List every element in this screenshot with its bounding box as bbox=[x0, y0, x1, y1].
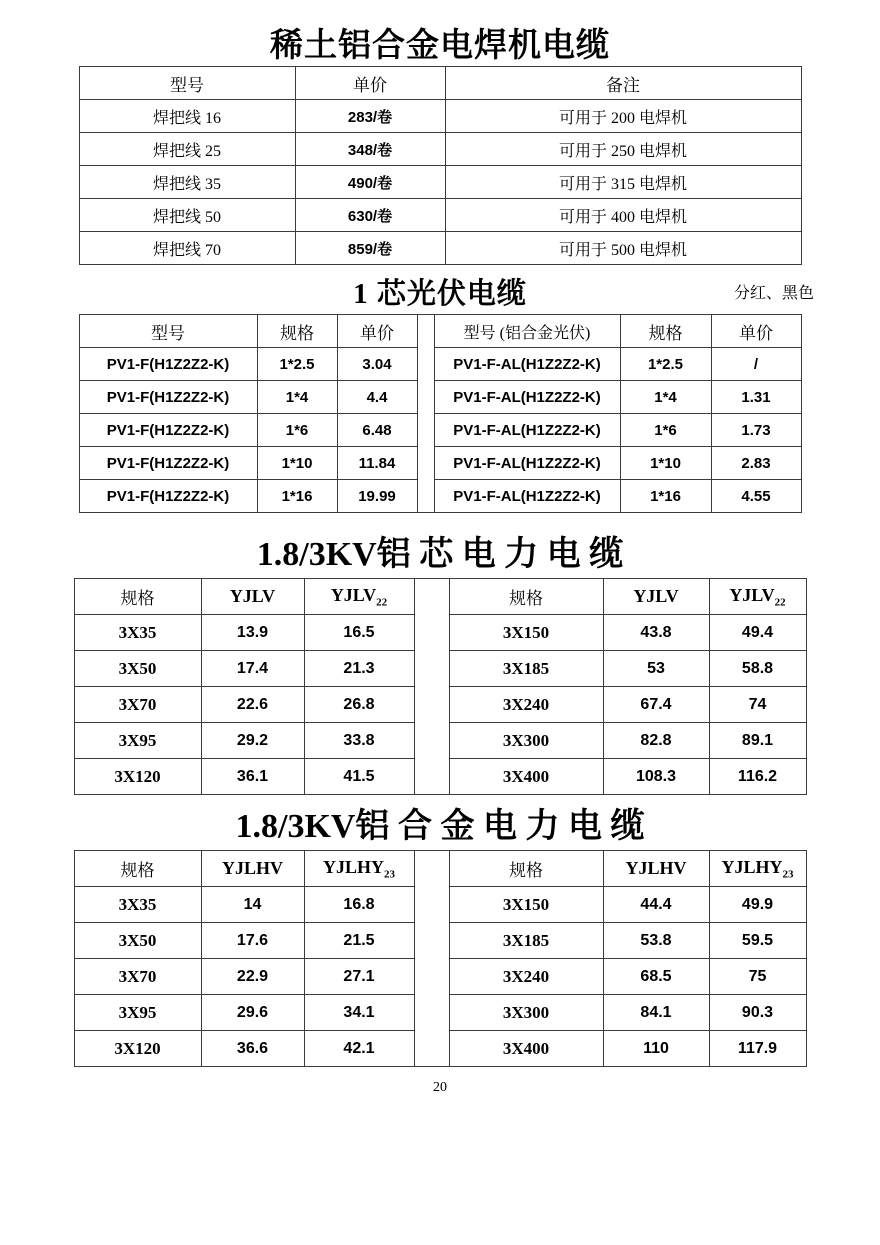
cell-remark: 可用于 200 电焊机 bbox=[445, 100, 801, 133]
cell-model: PV1-F-AL(H1Z2Z2-K) bbox=[434, 447, 620, 480]
col-header-yjlv22: $YJLV_{22}$ bbox=[304, 579, 414, 615]
cell-price: 14 bbox=[201, 887, 304, 923]
cell-remark: 可用于 250 电焊机 bbox=[445, 133, 801, 166]
cell-spec: 1*10 bbox=[257, 447, 337, 480]
cell-price: 1.31 bbox=[711, 381, 801, 414]
cell-price: 22.9 bbox=[201, 959, 304, 995]
cell-price: 44.4 bbox=[603, 887, 709, 923]
cell-spec: 3X50 bbox=[74, 651, 201, 687]
cell-spec: 3X50 bbox=[74, 923, 201, 959]
table-row bbox=[79, 166, 801, 199]
cell-spec: 1*2.5 bbox=[620, 348, 711, 381]
col-header-price: 单价 bbox=[711, 315, 801, 348]
pv-cable-table bbox=[79, 314, 802, 513]
table-row bbox=[79, 414, 801, 447]
cell-spec: 3X185 bbox=[449, 651, 603, 687]
section4-title: 1.8/3KV铝 合 金 电 力 电 缆 bbox=[235, 808, 645, 845]
cell-price: 3.04 bbox=[337, 348, 417, 381]
col-header-price: 单价 bbox=[295, 67, 445, 100]
cell-spec: 3X150 bbox=[449, 887, 603, 923]
cell-price: 90.3 bbox=[709, 995, 806, 1031]
cell-model: PV1-F(H1Z2Z2-K) bbox=[79, 381, 257, 414]
cell-price: 84.1 bbox=[603, 995, 709, 1031]
col-subscript: 23 bbox=[384, 868, 395, 881]
cell-price: 19.99 bbox=[337, 480, 417, 513]
cell-remark: 可用于 400 电焊机 bbox=[445, 199, 801, 232]
cell-price: 36.6 bbox=[201, 1031, 304, 1067]
col-header-yjlhy23: $YJLHY_{23}$ bbox=[709, 851, 806, 887]
cell-price: 49.4 bbox=[709, 615, 806, 651]
cell-spec: 3X35 bbox=[74, 887, 201, 923]
cell-price: 67.4 bbox=[603, 687, 709, 723]
cell-model: PV1-F-AL(H1Z2Z2-K) bbox=[434, 480, 620, 513]
cell-spec: 3X240 bbox=[449, 687, 603, 723]
col-header-yjlv: YJLV bbox=[201, 579, 304, 615]
col-header-yjlhy23: $YJLHY_{23}$ bbox=[304, 851, 414, 887]
cell-spec: 3X95 bbox=[74, 995, 201, 1031]
cell-price: 630/卷 bbox=[295, 199, 445, 232]
cell-model: PV1-F-AL(H1Z2Z2-K) bbox=[434, 381, 620, 414]
page-number: 20 bbox=[433, 1080, 447, 1095]
cell-price: 74 bbox=[709, 687, 806, 723]
cell-price: 16.5 bbox=[304, 615, 414, 651]
cell-model: PV1-F-AL(H1Z2Z2-K) bbox=[434, 348, 620, 381]
cell-spec: 1*4 bbox=[620, 381, 711, 414]
table-row bbox=[79, 133, 801, 166]
cell-remark: 可用于 500 电焊机 bbox=[445, 232, 801, 265]
cell-price: 34.1 bbox=[304, 995, 414, 1031]
cell-spec: 1*16 bbox=[620, 480, 711, 513]
cell-price: 17.4 bbox=[201, 651, 304, 687]
cell-model: 焊把线 16 bbox=[79, 100, 295, 133]
cell-spec: 3X120 bbox=[74, 1031, 201, 1067]
welding-cable-table bbox=[79, 66, 802, 265]
cell-price: 859/卷 bbox=[295, 232, 445, 265]
col-header-model: 型号 bbox=[79, 67, 295, 100]
cell-model: 焊把线 50 bbox=[79, 199, 295, 232]
table-row bbox=[79, 100, 801, 133]
cell-model: PV1-F-AL(H1Z2Z2-K) bbox=[434, 414, 620, 447]
cell-model: 焊把线 70 bbox=[79, 232, 295, 265]
cell-remark: 可用于 315 电焊机 bbox=[445, 166, 801, 199]
cell-price: 4.55 bbox=[711, 480, 801, 513]
table-header-row bbox=[74, 851, 806, 887]
cell-spec: 3X120 bbox=[74, 759, 201, 795]
col-header-spec: 规格 bbox=[620, 315, 711, 348]
section2-color-note: 分红、黑色 bbox=[733, 285, 814, 302]
cell-price: 82.8 bbox=[603, 723, 709, 759]
table-header-row bbox=[79, 67, 801, 100]
cell-spec: 1*6 bbox=[620, 414, 711, 447]
cell-model: 焊把线 25 bbox=[79, 133, 295, 166]
col-header-spec: 规格 bbox=[449, 579, 603, 615]
col-header-spec: 规格 bbox=[449, 851, 603, 887]
cell-model: PV1-F(H1Z2Z2-K) bbox=[79, 348, 257, 381]
cell-price: 41.5 bbox=[304, 759, 414, 795]
cell-price: 36.1 bbox=[201, 759, 304, 795]
cell-price: 49.9 bbox=[709, 887, 806, 923]
cell-price: 58.8 bbox=[709, 651, 806, 687]
cell-price: 29.6 bbox=[201, 995, 304, 1031]
col-header-yjlhv: YJLHV bbox=[201, 851, 304, 887]
cell-price: 26.8 bbox=[304, 687, 414, 723]
cell-price: 108.3 bbox=[603, 759, 709, 795]
cell-spec: 1*16 bbox=[257, 480, 337, 513]
cell-price: 11.84 bbox=[337, 447, 417, 480]
col-header-spec: 规格 bbox=[74, 579, 201, 615]
col-header-price: 单价 bbox=[337, 315, 417, 348]
section2-header bbox=[0, 274, 880, 314]
cell-spec: 3X70 bbox=[74, 959, 201, 995]
col-header-model: 型号 bbox=[79, 315, 257, 348]
cell-spec: 3X150 bbox=[449, 615, 603, 651]
cell-price: 6.48 bbox=[337, 414, 417, 447]
cell-price: 4.4 bbox=[337, 381, 417, 414]
cell-price: / bbox=[711, 348, 801, 381]
cell-spec: 3X300 bbox=[449, 723, 603, 759]
al-alloy-power-cable-table bbox=[74, 850, 807, 1067]
cell-price: 89.1 bbox=[709, 723, 806, 759]
cell-price: 16.8 bbox=[304, 887, 414, 923]
table-gap bbox=[417, 315, 434, 513]
col-header-spec: 规格 bbox=[74, 851, 201, 887]
section3-title: 1.8/3KV铝 芯 电 力 电 缆 bbox=[256, 536, 624, 573]
cell-price: 21.3 bbox=[304, 651, 414, 687]
cell-price: 27.1 bbox=[304, 959, 414, 995]
cell-price: 17.6 bbox=[201, 923, 304, 959]
cell-spec: 3X70 bbox=[74, 687, 201, 723]
cell-spec: 3X300 bbox=[449, 995, 603, 1031]
cell-price: 2.83 bbox=[711, 447, 801, 480]
table-gap bbox=[414, 579, 449, 795]
cell-spec: 3X35 bbox=[74, 615, 201, 651]
al-core-power-cable-table bbox=[74, 578, 807, 795]
table-header-row bbox=[74, 579, 806, 615]
cell-spec: 3X400 bbox=[449, 1031, 603, 1067]
table-row bbox=[79, 199, 801, 232]
cell-price: 53 bbox=[603, 651, 709, 687]
table-row bbox=[79, 447, 801, 480]
cell-price: 348/卷 bbox=[295, 133, 445, 166]
cell-price: 59.5 bbox=[709, 923, 806, 959]
cell-price: 283/卷 bbox=[295, 100, 445, 133]
section2-title: 1 芯光伏电缆 bbox=[353, 278, 527, 310]
table-header-row bbox=[79, 315, 801, 348]
col-subscript: 23 bbox=[782, 868, 794, 881]
col-header-model-al: 型号 (铝合金光伏) bbox=[434, 315, 620, 348]
cell-spec: 3X185 bbox=[449, 923, 603, 959]
table-row bbox=[79, 232, 801, 265]
cell-price: 68.5 bbox=[603, 959, 709, 995]
table-row bbox=[79, 348, 801, 381]
cell-price: 43.8 bbox=[603, 615, 709, 651]
table-gap bbox=[414, 851, 449, 1067]
table-row bbox=[79, 381, 801, 414]
col-header-yjlv: YJLV bbox=[603, 579, 709, 615]
cell-price: 42.1 bbox=[304, 1031, 414, 1067]
cell-spec: 3X240 bbox=[449, 959, 603, 995]
cell-spec: 1*6 bbox=[257, 414, 337, 447]
cell-model: PV1-F(H1Z2Z2-K) bbox=[79, 414, 257, 447]
cell-spec: 1*10 bbox=[620, 447, 711, 480]
col-subscript: 22 bbox=[774, 596, 786, 609]
cell-price: 13.9 bbox=[201, 615, 304, 651]
cell-price: 116.2 bbox=[709, 759, 806, 795]
cell-spec: 1*4 bbox=[257, 381, 337, 414]
cell-price: 117.9 bbox=[709, 1031, 806, 1067]
cell-price: 1.73 bbox=[711, 414, 801, 447]
cell-model: PV1-F(H1Z2Z2-K) bbox=[79, 480, 257, 513]
cell-price: 110 bbox=[603, 1031, 709, 1067]
col-header-yjlhv: YJLHV bbox=[603, 851, 709, 887]
col-header-spec: 规格 bbox=[257, 315, 337, 348]
table-row bbox=[79, 480, 801, 513]
cell-price: 29.2 bbox=[201, 723, 304, 759]
col-subscript: 22 bbox=[376, 596, 388, 609]
cell-price: 75 bbox=[709, 959, 806, 995]
cell-price: 490/卷 bbox=[295, 166, 445, 199]
cell-price: 33.8 bbox=[304, 723, 414, 759]
cell-price: 21.5 bbox=[304, 923, 414, 959]
section1-title: 稀土铝合金电焊机电缆 bbox=[270, 28, 610, 64]
cell-spec: 1*2.5 bbox=[257, 348, 337, 381]
cell-price: 53.8 bbox=[603, 923, 709, 959]
cell-price: 22.6 bbox=[201, 687, 304, 723]
cell-model: PV1-F(H1Z2Z2-K) bbox=[79, 447, 257, 480]
col-header-yjlv22: $YJLV_{22}$ bbox=[709, 579, 806, 615]
cell-spec: 3X400 bbox=[449, 759, 603, 795]
cell-model: 焊把线 35 bbox=[79, 166, 295, 199]
col-header-remark: 备注 bbox=[445, 67, 801, 100]
cell-spec: 3X95 bbox=[74, 723, 201, 759]
